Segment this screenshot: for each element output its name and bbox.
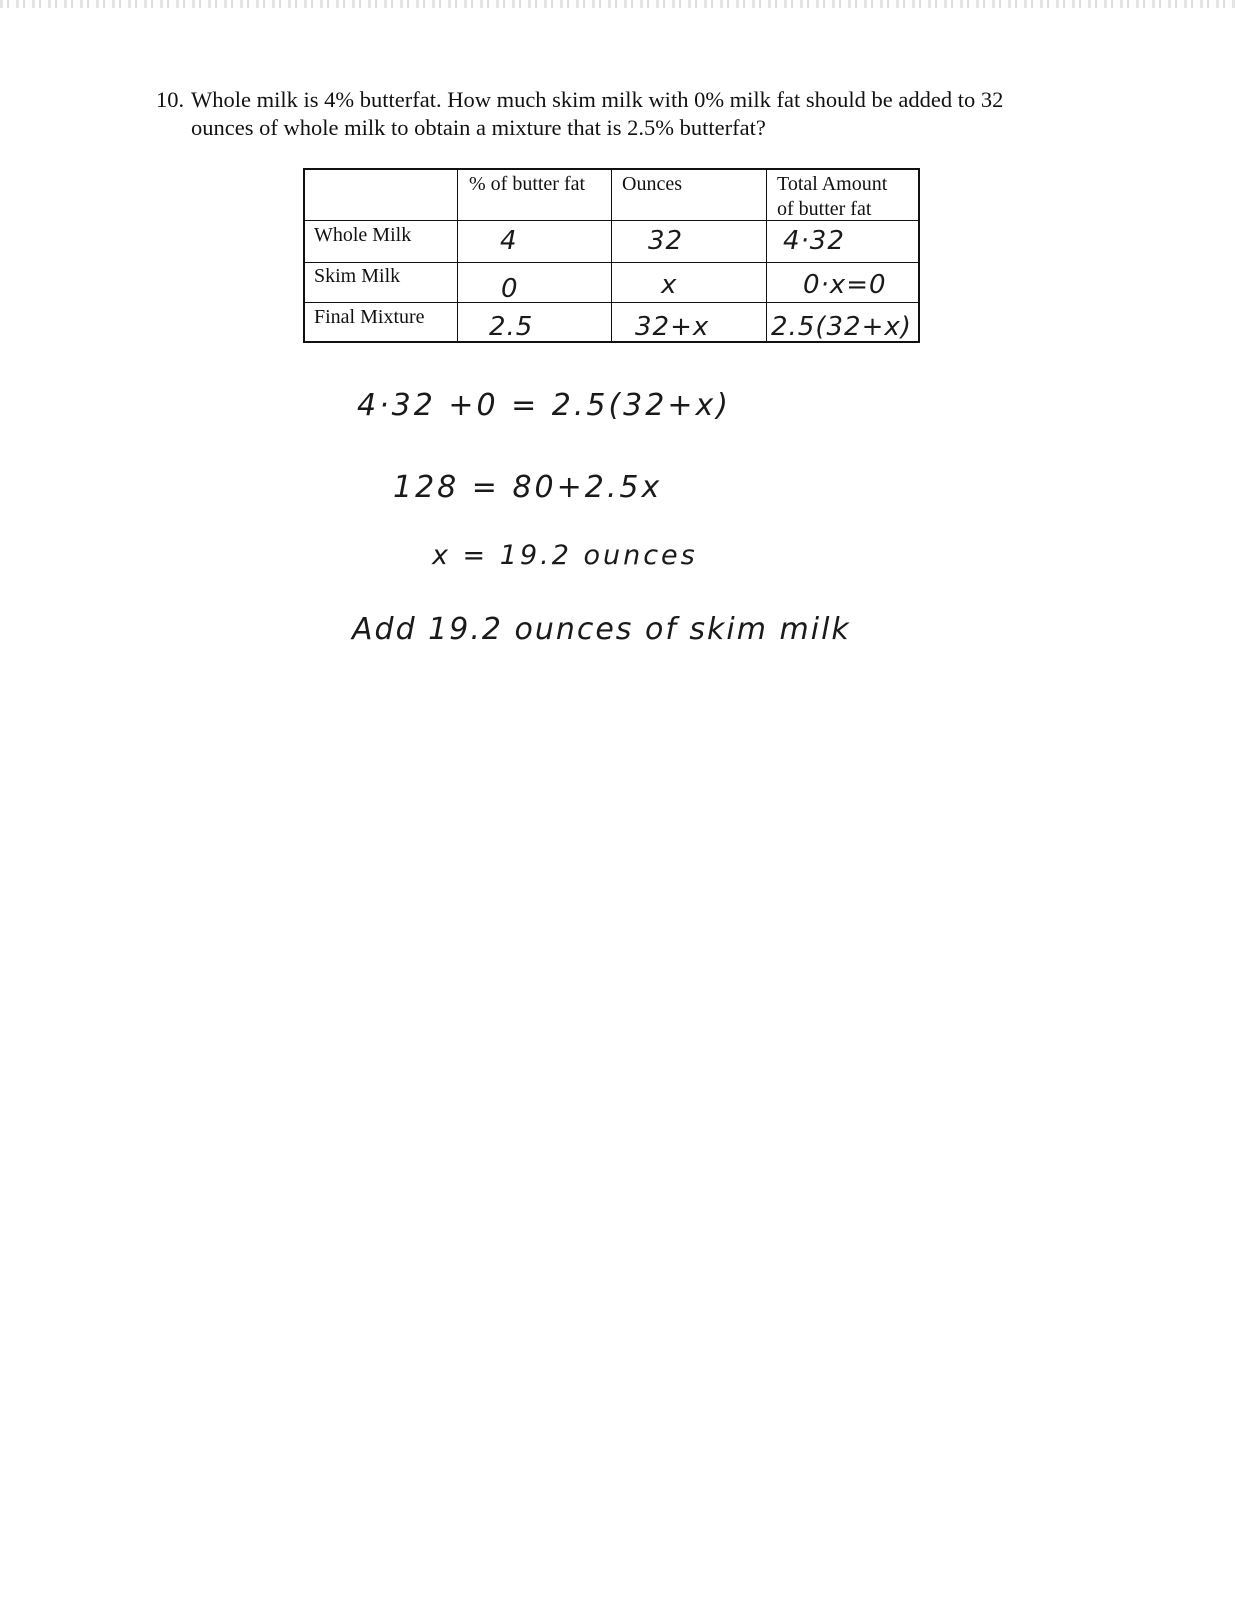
final-mixture-total: 2.5(32+x)	[771, 312, 912, 342]
table-col-divider	[457, 170, 458, 341]
skim-milk-ounces: x	[661, 270, 678, 300]
final-mixture-percent: 2.5	[489, 312, 534, 342]
final-answer: Add 19.2 ounces of skim milk	[352, 612, 851, 647]
table-col-divider	[766, 170, 767, 341]
whole-milk-total: 4·32	[783, 226, 845, 256]
skim-milk-total: 0·x=0	[803, 270, 887, 300]
row-label-skim-milk: Skim Milk	[314, 265, 401, 287]
final-mixture-ounces: 32+x	[635, 312, 710, 342]
row-label-whole-milk: Whole Milk	[314, 224, 412, 246]
header-percent-butterfat: % of butter fat	[469, 173, 586, 195]
question-text-line-2: ounces of whole milk to obtain a mixture that is 2.5% butterfat?	[191, 115, 766, 140]
table-col-divider	[611, 170, 612, 341]
mixture-table	[303, 168, 920, 343]
work-step-equation: 4·32 +0 = 2.5(32+x)	[357, 388, 731, 423]
skim-milk-percent: 0	[501, 274, 519, 304]
question-text-line-1: Whole milk is 4% butterfat. How much skim milk with 0% milk fat should be added to 32	[191, 87, 1004, 112]
whole-milk-ounces: 32	[648, 226, 684, 256]
row-label-final-mixture: Final Mixture	[314, 306, 425, 328]
question-number: 10.	[156, 87, 185, 112]
header-ounces: Ounces	[622, 173, 682, 195]
header-total-amount: Total Amount	[777, 173, 888, 195]
work-step-expand: 128 = 80+2.5x	[393, 470, 663, 505]
work-step-solution: x = 19.2 ounces	[432, 540, 698, 571]
header-total-amount-line-2: of butter fat	[777, 198, 872, 220]
whole-milk-percent: 4	[500, 226, 518, 256]
scan-edge-artifact	[0, 0, 1239, 8]
